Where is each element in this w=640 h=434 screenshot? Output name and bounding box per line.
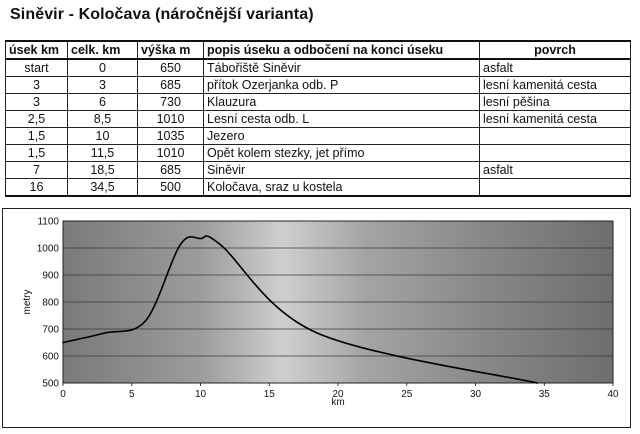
cell-total-km: 34,5	[68, 179, 138, 197]
cell-altitude: 650	[138, 59, 204, 77]
cell-description: Opět kolem stezky, jet přímo	[204, 145, 480, 162]
cell-segment-km: 1,5	[6, 145, 68, 162]
x-tick-label: 40	[607, 389, 619, 400]
column-header-total-km: celk. km	[68, 41, 138, 59]
cell-segment-km: 16	[6, 179, 68, 197]
y-tick-label: 900	[42, 270, 59, 282]
cell-description: Koločava, sraz u kostela	[204, 179, 480, 197]
y-axis-ticks	[37, 217, 60, 390]
cell-altitude: 1010	[138, 111, 204, 128]
x-tick-label: 5	[128, 389, 135, 400]
cell-description: Lesní cesta odb. L	[204, 111, 480, 128]
x-tick-label: 15	[263, 389, 275, 400]
x-tick-label: 0	[60, 389, 66, 400]
cell-description: Tábořiště Siněvir	[204, 59, 480, 77]
cell-surface: lesní pěšina	[480, 94, 631, 111]
cell-segment-km: 3	[6, 77, 68, 94]
profile-point	[220, 245, 222, 247]
cell-altitude: 1010	[138, 145, 204, 162]
y-tick-label: 1100	[37, 216, 59, 228]
profile-point	[179, 245, 181, 247]
cell-total-km: 0	[68, 59, 138, 77]
x-axis-title: km	[331, 397, 345, 408]
cell-description: Siněvir	[204, 162, 480, 179]
cell-total-km: 11,5	[68, 145, 138, 162]
cell-total-km: 8,5	[68, 111, 138, 128]
cell-segment-km: 2,5	[6, 111, 68, 128]
x-tick-label: 20	[332, 389, 344, 400]
column-header-altitude: výška m	[138, 41, 204, 59]
cell-altitude: 1035	[138, 128, 204, 145]
y-tick-label: 600	[42, 351, 59, 363]
y-axis-title: metry	[22, 289, 33, 315]
cell-surface: asfalt	[480, 59, 631, 77]
cell-altitude: 685	[138, 77, 204, 94]
cell-segment-km: 7	[6, 162, 68, 179]
x-tick-label: 30	[469, 389, 482, 400]
cell-total-km: 6	[68, 94, 138, 111]
y-tick-label: 800	[42, 297, 59, 309]
column-header-description: popis úseku a odbočení na konci úseku	[204, 41, 480, 59]
profile-point	[200, 238, 202, 240]
cell-altitude: 685	[138, 162, 204, 179]
cell-surface: lesní kamenitá cesta	[480, 77, 631, 94]
y-tick-label: 500	[42, 378, 59, 390]
column-header-segment-km: úsek km	[6, 41, 68, 59]
x-tick-label: 35	[538, 389, 550, 400]
page-title: Siněvir - Koločava (náročnější varianta)	[10, 6, 314, 23]
cell-surface: asfalt	[480, 162, 631, 179]
cell-segment-km: 1,5	[6, 128, 68, 145]
cell-description: Jezero	[204, 128, 480, 145]
profile-point	[103, 332, 105, 334]
cell-segment-km: 3	[6, 94, 68, 111]
cell-surface: lesní kamenitá cesta	[480, 111, 631, 128]
cell-altitude: 500	[138, 179, 204, 197]
y-tick-label: 1000	[36, 243, 59, 255]
profile-point	[62, 342, 64, 344]
x-tick-label: 25	[401, 389, 413, 400]
cell-total-km: 10	[68, 128, 138, 145]
profile-point	[537, 382, 539, 384]
profile-point	[145, 320, 147, 322]
cell-description: přítok Ozerjanka odb. P	[204, 77, 480, 94]
y-tick-label: 700	[42, 324, 59, 336]
cell-segment-km: start	[6, 59, 68, 77]
cell-total-km: 18,5	[68, 162, 138, 179]
column-header-surface: povrch	[480, 41, 631, 59]
cell-altitude: 730	[138, 94, 204, 111]
profile-point	[317, 332, 319, 334]
cell-description: Klauzura	[204, 94, 480, 111]
x-tick-label: 10	[194, 389, 207, 400]
cell-total-km: 3	[68, 77, 138, 94]
